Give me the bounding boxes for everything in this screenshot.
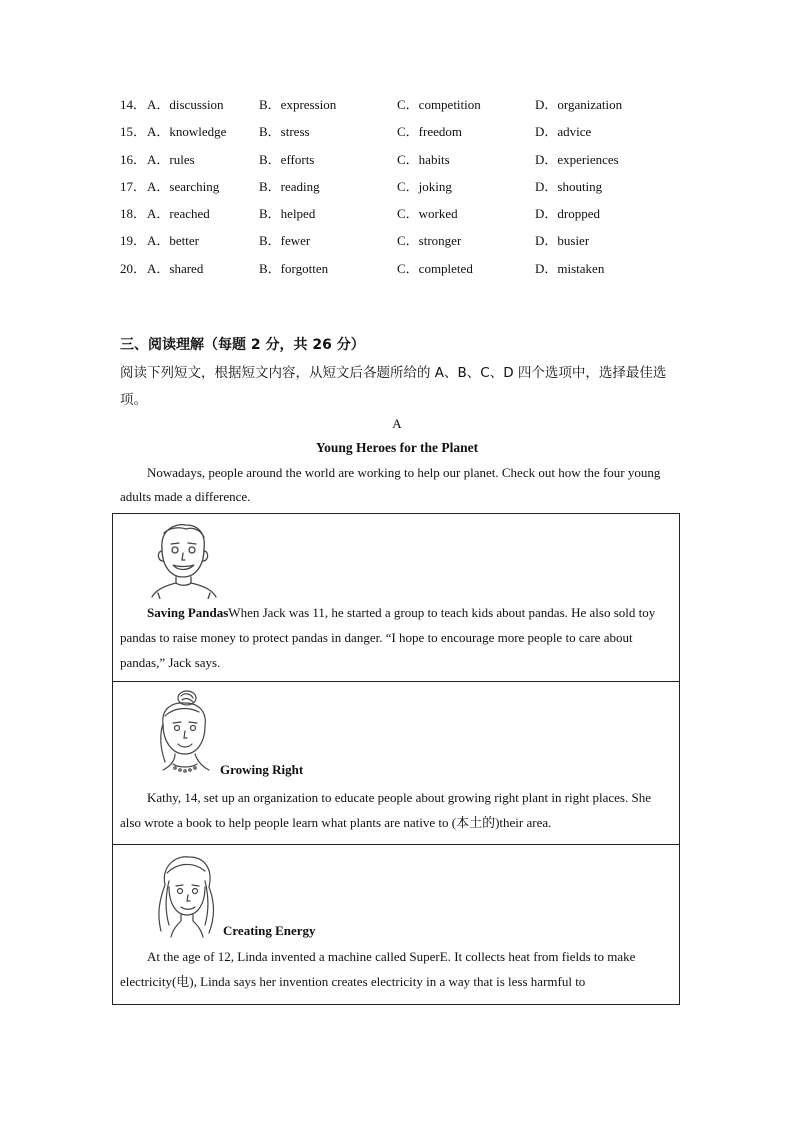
option-b: B．expression (259, 97, 337, 112)
option-a: A．reached (147, 206, 210, 221)
option-d: D．experiences (535, 152, 619, 167)
option-d: D．shouting (535, 179, 603, 194)
option-a: A．discussion (147, 97, 224, 112)
section-title: 三、阅读理解（每题 2 分，共 26 分） (120, 337, 365, 353)
option-d: D．organization (535, 97, 623, 112)
option-b: B．stress (259, 124, 310, 139)
option-d: D．dropped (535, 206, 600, 221)
option-c: C．habits (397, 152, 450, 167)
option-a: A．shared (147, 261, 204, 276)
option-d: D．mistaken (535, 261, 605, 276)
girl-portrait-icon (153, 688, 217, 778)
hero-heading: Saving Pandas (147, 605, 229, 620)
option-c: C．freedom (397, 124, 462, 139)
question-number: 20． (120, 261, 147, 276)
question-number: 14． (120, 97, 147, 112)
question-number: 18． (120, 206, 147, 221)
option-b: B．efforts (259, 152, 315, 167)
question-number: 19． (120, 233, 147, 248)
hero-heading: Creating Energy (223, 923, 316, 938)
hero-description: When Jack was 11, he started a group to teach kids about pandas. He also sold toy pandas to raise money to protect pandas in danger. “I hope to encourage more people to care about pandas,” Jack says. (120, 605, 656, 670)
hero-card-kathy (112, 681, 680, 845)
option-c: C．joking (397, 179, 452, 194)
option-b: B．reading (259, 179, 320, 194)
passage-title: Young Heroes for the Planet (315, 440, 479, 455)
hero-description: At the age of 12, Linda invented a machine called SuperE. It collects heat from fields to make electricity(电), Linda says her invention creates electricity in a way that is less harmful to (120, 949, 636, 989)
option-b: B．helped (259, 206, 316, 221)
hero-text-jack (120, 600, 673, 675)
option-a: A．rules (147, 152, 195, 167)
hero-description: Kathy, 14, set up an organization to educate people about growing right plant in right places. She also wrote a book to help people learn what plants are native to (本土的)their area. (120, 790, 651, 830)
option-b: B．fewer (259, 233, 311, 248)
option-c: C．completed (397, 261, 473, 276)
option-c: C．worked (397, 206, 458, 221)
passage-label: A (392, 416, 402, 431)
option-d: D．advice (535, 124, 592, 139)
question-number: 17． (120, 179, 147, 194)
option-a: A．better (147, 233, 199, 248)
option-a: A．knowledge (147, 124, 227, 139)
hero-text-kathy (120, 785, 673, 835)
passage-intro: Nowadays, people around the world are working to help our planet. Check out how the four young adults made a difference. (120, 465, 661, 504)
question-number: 15． (120, 124, 147, 139)
hero-text-linda (120, 944, 673, 994)
girl-long-hair-portrait-icon (153, 851, 219, 939)
option-d: D．busier (535, 233, 590, 248)
section-instructions: 阅读下列短文，根据短文内容，从短文后各题所给的 A、B、C、D 四个选项中，选择最佳选项。 (120, 365, 667, 408)
hero-heading: Growing Right (220, 762, 304, 777)
option-b: B．forgotten (259, 261, 329, 276)
hero-card-jack (112, 513, 680, 682)
option-c: C．competition (397, 97, 481, 112)
question-number: 16． (120, 152, 147, 167)
hero-card-linda (112, 844, 680, 1005)
option-a: A．searching (147, 179, 220, 194)
option-c: C．stronger (397, 233, 462, 248)
boy-portrait-icon (148, 519, 220, 599)
